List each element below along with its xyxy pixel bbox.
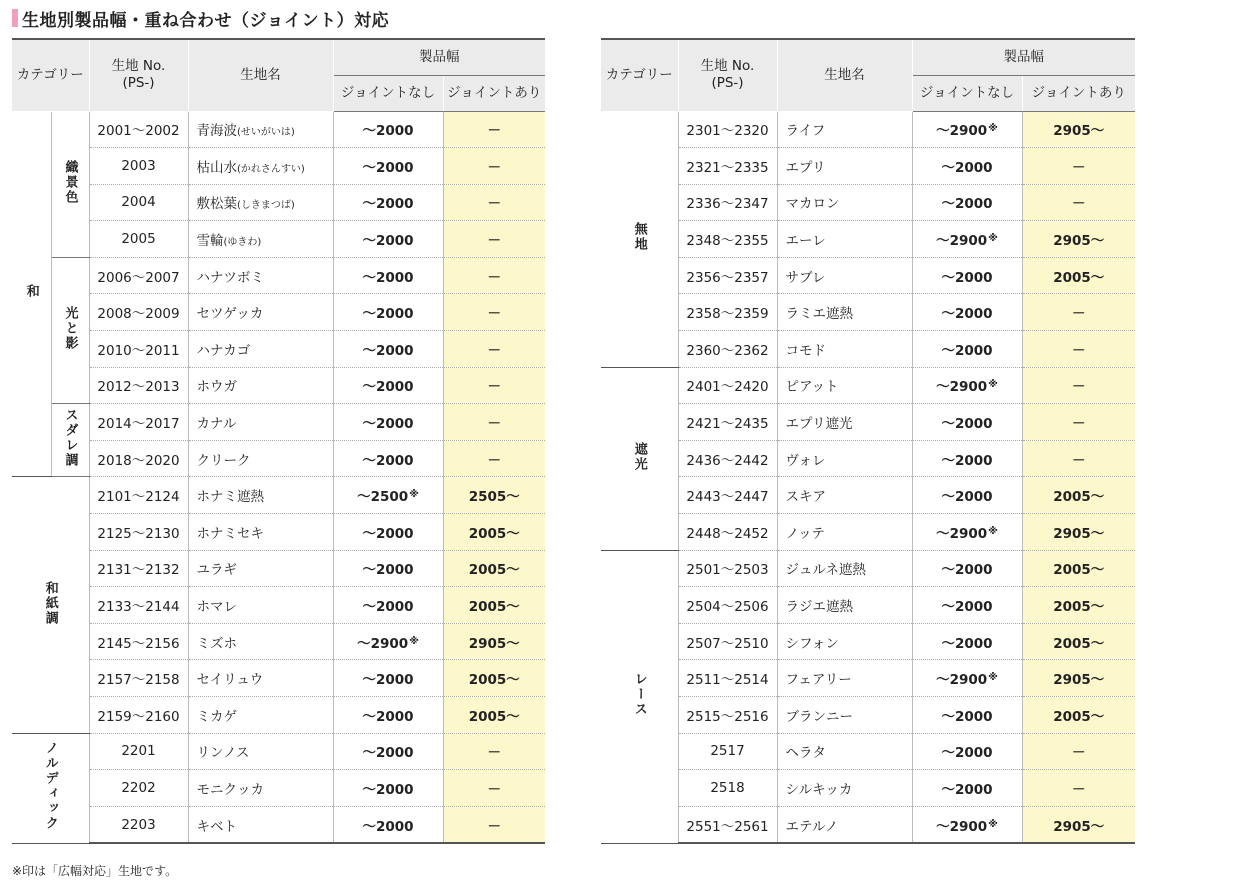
table-row	[12, 587, 545, 624]
fabric-name: コモド	[777, 331, 912, 368]
fabric-no: 2356～2357	[678, 257, 777, 294]
fabric-name: ラジエ遮熱	[777, 587, 912, 624]
width-no-joint: ～2000	[333, 514, 443, 551]
header-product-width: 製品幅	[333, 39, 545, 75]
fabric-name: リンノス	[188, 733, 333, 770]
header-with-joint: ジョイントあり	[1022, 75, 1135, 111]
width-with-joint: 2905～	[1022, 806, 1135, 843]
subcategory-label: 光と影	[51, 257, 89, 403]
fabric-name: ピアット	[777, 367, 912, 404]
width-no-joint: ～2000	[912, 294, 1022, 331]
fabric-no: 2301～2320	[678, 111, 777, 148]
fabric-no: 2125～2130	[89, 514, 188, 551]
width-no-joint: ～2000	[333, 660, 443, 697]
fabric-name: ハナカゴ	[188, 331, 333, 368]
fabric-name: ノッテ	[777, 514, 912, 551]
table-row	[12, 514, 545, 551]
fabric-no: 2001～2002	[89, 111, 188, 148]
fabric-no: 2515～2516	[678, 697, 777, 734]
category-label: 和	[12, 111, 51, 477]
width-no-joint: ～2000	[333, 111, 443, 148]
table-row	[12, 770, 545, 807]
fabric-no: 2501～2503	[678, 550, 777, 587]
table-row	[601, 294, 1135, 331]
wide-width-mark: ※	[988, 525, 998, 537]
wide-width-mark: ※	[409, 635, 419, 647]
title-accent-bar	[12, 9, 18, 27]
fabric-name: ミカゲ	[188, 697, 333, 734]
width-no-joint: ～2900※	[912, 367, 1022, 404]
width-with-joint: －	[1022, 367, 1135, 404]
table-row	[601, 257, 1135, 294]
fabric-no: 2202	[89, 770, 188, 807]
width-with-joint: －	[443, 257, 545, 294]
header-product-width: 製品幅	[912, 39, 1135, 75]
subcategory-label: 織景色	[51, 111, 89, 257]
table-row	[12, 184, 545, 221]
width-no-joint: ～2000	[333, 331, 443, 368]
width-no-joint: ～2900※	[912, 221, 1022, 258]
table-row	[12, 404, 545, 441]
table-row	[601, 550, 1135, 587]
fabric-name: マカロン	[777, 184, 912, 221]
fabric-no: 2336～2347	[678, 184, 777, 221]
fabric-no: 2012～2013	[89, 367, 188, 404]
wide-width-mark: ※	[988, 123, 998, 135]
fabric-name: ヴォレ	[777, 440, 912, 477]
width-with-joint: 2905～	[1022, 221, 1135, 258]
width-no-joint: ～2900※	[912, 660, 1022, 697]
left-fabric-table	[12, 38, 545, 844]
fabric-name: モニクッカ	[188, 770, 333, 807]
width-no-joint: ～2000	[333, 440, 443, 477]
fabric-name: ヘラタ	[777, 733, 912, 770]
width-no-joint: ～2000	[333, 733, 443, 770]
table-row	[601, 331, 1135, 368]
fabric-name: エーレ	[777, 221, 912, 258]
fabric-no: 2201	[89, 733, 188, 770]
width-no-joint: ～2000	[333, 221, 443, 258]
width-no-joint: ～2000	[912, 477, 1022, 514]
width-no-joint: ～2000	[912, 587, 1022, 624]
fabric-name: 敷松葉(しきまつば)	[188, 184, 333, 221]
wide-width-mark: ※	[988, 672, 998, 684]
fabric-no: 2157～2158	[89, 660, 188, 697]
fabric-no: 2133～2144	[89, 587, 188, 624]
width-no-joint: ～2900※	[912, 514, 1022, 551]
table-row	[12, 733, 545, 770]
fabric-name: ミズホ	[188, 623, 333, 660]
fabric-no: 2008～2009	[89, 294, 188, 331]
width-with-joint: －	[443, 111, 545, 148]
width-with-joint: －	[1022, 404, 1135, 441]
fabric-no: 2006～2007	[89, 257, 188, 294]
width-with-joint: －	[1022, 770, 1135, 807]
category-label: レース	[601, 550, 678, 843]
width-with-joint: 2905～	[1022, 111, 1135, 148]
table-row	[12, 440, 545, 477]
table-row	[601, 623, 1135, 660]
fabric-name: クリーク	[188, 440, 333, 477]
fabric-no: 2005	[89, 221, 188, 258]
width-with-joint: －	[1022, 733, 1135, 770]
width-with-joint: 2905～	[1022, 660, 1135, 697]
table-row	[12, 660, 545, 697]
width-with-joint: －	[1022, 294, 1135, 331]
fabric-no: 2504～2506	[678, 587, 777, 624]
category-label: ノルディック	[12, 733, 89, 843]
width-with-joint: －	[443, 184, 545, 221]
table-row	[601, 440, 1135, 477]
width-with-joint: 2005～	[1022, 477, 1135, 514]
right-fabric-table	[601, 38, 1135, 844]
header-fabric-name: 生地名	[188, 39, 333, 111]
fabric-name: ラミエ遮熱	[777, 294, 912, 331]
width-with-joint: －	[443, 148, 545, 185]
wide-width-mark: ※	[988, 818, 998, 830]
width-with-joint: 2005～	[1022, 257, 1135, 294]
fabric-no: 2443～2447	[678, 477, 777, 514]
fabric-name: ホウガ	[188, 367, 333, 404]
width-no-joint: ～2000	[333, 770, 443, 807]
table-row	[601, 477, 1135, 514]
width-with-joint: 2005～	[443, 587, 545, 624]
table-row	[12, 221, 545, 258]
width-no-joint: ～2000	[333, 806, 443, 843]
width-no-joint: ～2000	[912, 550, 1022, 587]
header-fabric-no: 生地 No. (PS-)	[89, 39, 188, 111]
width-no-joint: ～2000	[912, 257, 1022, 294]
header-fabric-name: 生地名	[777, 39, 912, 111]
width-no-joint: ～2000	[333, 697, 443, 734]
width-no-joint: ～2000	[333, 367, 443, 404]
width-with-joint: －	[443, 733, 545, 770]
width-no-joint: ～2900※	[912, 111, 1022, 148]
fabric-no: 2003	[89, 148, 188, 185]
width-with-joint: －	[443, 294, 545, 331]
table-row	[601, 221, 1135, 258]
width-no-joint: ～2000	[912, 770, 1022, 807]
fabric-name: シフォン	[777, 623, 912, 660]
width-with-joint: 2005～	[443, 697, 545, 734]
fabric-no: 2360～2362	[678, 331, 777, 368]
subcategory-label: スダレ調	[51, 404, 89, 477]
width-no-joint: ～2000	[912, 733, 1022, 770]
width-no-joint: ～2000	[333, 587, 443, 624]
fabric-name: ハナツボミ	[188, 257, 333, 294]
fabric-name: ライフ	[777, 111, 912, 148]
width-with-joint: －	[443, 367, 545, 404]
fabric-no: 2014～2017	[89, 404, 188, 441]
fabric-no: 2518	[678, 770, 777, 807]
fabric-no: 2004	[89, 184, 188, 221]
width-with-joint: 2905～	[443, 623, 545, 660]
width-with-joint: －	[1022, 440, 1135, 477]
table-row	[601, 404, 1135, 441]
width-no-joint: ～2000	[912, 697, 1022, 734]
fabric-name: 青海波(せいがいは)	[188, 111, 333, 148]
fabric-name: ホナミセキ	[188, 514, 333, 551]
fabric-name: セツゲッカ	[188, 294, 333, 331]
width-with-joint: －	[443, 440, 545, 477]
table-row	[12, 550, 545, 587]
table-row	[601, 806, 1135, 843]
table-row	[12, 623, 545, 660]
width-with-joint: －	[1022, 331, 1135, 368]
width-with-joint: －	[443, 331, 545, 368]
width-no-joint: ～2000	[333, 257, 443, 294]
table-row	[601, 697, 1135, 734]
fabric-no: 2131～2132	[89, 550, 188, 587]
table-row	[12, 148, 545, 185]
fabric-name: サブレ	[777, 257, 912, 294]
width-no-joint: ～2000	[912, 623, 1022, 660]
width-with-joint: －	[443, 404, 545, 441]
table-row	[601, 660, 1135, 697]
fabric-no: 2203	[89, 806, 188, 843]
width-no-joint: ～2900※	[912, 806, 1022, 843]
fabric-no: 2421～2435	[678, 404, 777, 441]
fabric-no: 2010～2011	[89, 331, 188, 368]
category-label: 無地	[601, 111, 678, 367]
page-title: 生地別製品幅・重ね合わせ（ジョイント）対応	[22, 10, 390, 31]
fabric-no: 2348～2355	[678, 221, 777, 258]
header-category: カテゴリー	[12, 39, 89, 111]
width-with-joint: 2005～	[443, 550, 545, 587]
table-row	[12, 477, 545, 514]
header-fabric-no: 生地 No. (PS-)	[678, 39, 777, 111]
wide-width-mark: ※	[988, 379, 998, 391]
width-with-joint: 2005～	[443, 660, 545, 697]
table-row	[12, 294, 545, 331]
width-with-joint: 2005～	[1022, 623, 1135, 660]
table-row	[601, 184, 1135, 221]
fabric-name: ホマレ	[188, 587, 333, 624]
page-title-block	[12, 7, 389, 29]
header-no-joint: ジョイントなし	[912, 75, 1022, 111]
fabric-name: スキア	[777, 477, 912, 514]
table-row	[601, 111, 1135, 148]
fabric-no: 2448～2452	[678, 514, 777, 551]
table-row	[601, 733, 1135, 770]
fabric-no: 2507～2510	[678, 623, 777, 660]
width-with-joint: －	[443, 221, 545, 258]
fabric-name: 雪輪(ゆきわ)	[188, 221, 333, 258]
fabric-no: 2321～2335	[678, 148, 777, 185]
width-no-joint: ～2000	[912, 148, 1022, 185]
fabric-no: 2436～2442	[678, 440, 777, 477]
fabric-name: エテルノ	[777, 806, 912, 843]
width-no-joint: ～2000	[912, 404, 1022, 441]
table-row	[12, 331, 545, 368]
width-no-joint: ～2000	[333, 184, 443, 221]
category-label: 遮光	[601, 367, 678, 550]
header-category: カテゴリー	[601, 39, 678, 111]
table-row	[12, 257, 545, 294]
fabric-name: ジュルネ遮熱	[777, 550, 912, 587]
width-with-joint: 2005～	[1022, 697, 1135, 734]
table-row	[601, 770, 1135, 807]
table-row	[601, 587, 1135, 624]
fabric-no: 2101～2124	[89, 477, 188, 514]
width-no-joint: ～2500※	[333, 477, 443, 514]
fabric-no: 2358～2359	[678, 294, 777, 331]
fabric-name: エプリ遮光	[777, 404, 912, 441]
fabric-name: シルキッカ	[777, 770, 912, 807]
width-no-joint: ～2000	[333, 148, 443, 185]
table-row	[12, 806, 545, 843]
width-with-joint: 2005～	[1022, 587, 1135, 624]
fabric-name: ユラギ	[188, 550, 333, 587]
table-row	[601, 148, 1135, 185]
fabric-no: 2511～2514	[678, 660, 777, 697]
width-with-joint: 2905～	[1022, 514, 1135, 551]
width-with-joint: －	[443, 770, 545, 807]
width-with-joint: 2505～	[443, 477, 545, 514]
table-row	[12, 111, 545, 148]
width-no-joint: ～2000	[912, 440, 1022, 477]
fabric-name: ブランニー	[777, 697, 912, 734]
fabric-name: キベト	[188, 806, 333, 843]
fabric-name: エプリ	[777, 148, 912, 185]
width-no-joint: ～2000	[912, 184, 1022, 221]
fabric-no: 2145～2156	[89, 623, 188, 660]
fabric-name: フェアリー	[777, 660, 912, 697]
wide-width-mark: ※	[988, 233, 998, 245]
table-row	[601, 367, 1135, 404]
width-with-joint: －	[1022, 184, 1135, 221]
fabric-no: 2551～2561	[678, 806, 777, 843]
fabric-name: ホナミ遮熱	[188, 477, 333, 514]
width-with-joint: 2005～	[443, 514, 545, 551]
width-no-joint: ～2000	[912, 331, 1022, 368]
header-no-joint: ジョイントなし	[333, 75, 443, 111]
width-no-joint: ～2000	[333, 404, 443, 441]
category-label: 和紙調	[12, 477, 89, 733]
table-row	[12, 367, 545, 404]
fabric-no: 2018～2020	[89, 440, 188, 477]
table-row	[601, 514, 1135, 551]
fabric-no: 2517	[678, 733, 777, 770]
header-with-joint: ジョイントあり	[443, 75, 545, 111]
table-row	[12, 697, 545, 734]
fabric-no: 2401～2420	[678, 367, 777, 404]
footnote: ※印は「広幅対応」生地です。	[12, 864, 178, 878]
wide-width-mark: ※	[409, 489, 419, 501]
width-no-joint: ～2900※	[333, 623, 443, 660]
fabric-name: カナル	[188, 404, 333, 441]
fabric-no: 2159～2160	[89, 697, 188, 734]
fabric-name: 枯山水(かれさんすい)	[188, 148, 333, 185]
width-with-joint: －	[443, 806, 545, 843]
fabric-name: セイリュウ	[188, 660, 333, 697]
width-with-joint: －	[1022, 148, 1135, 185]
width-with-joint: 2005～	[1022, 550, 1135, 587]
width-no-joint: ～2000	[333, 550, 443, 587]
width-no-joint: ～2000	[333, 294, 443, 331]
